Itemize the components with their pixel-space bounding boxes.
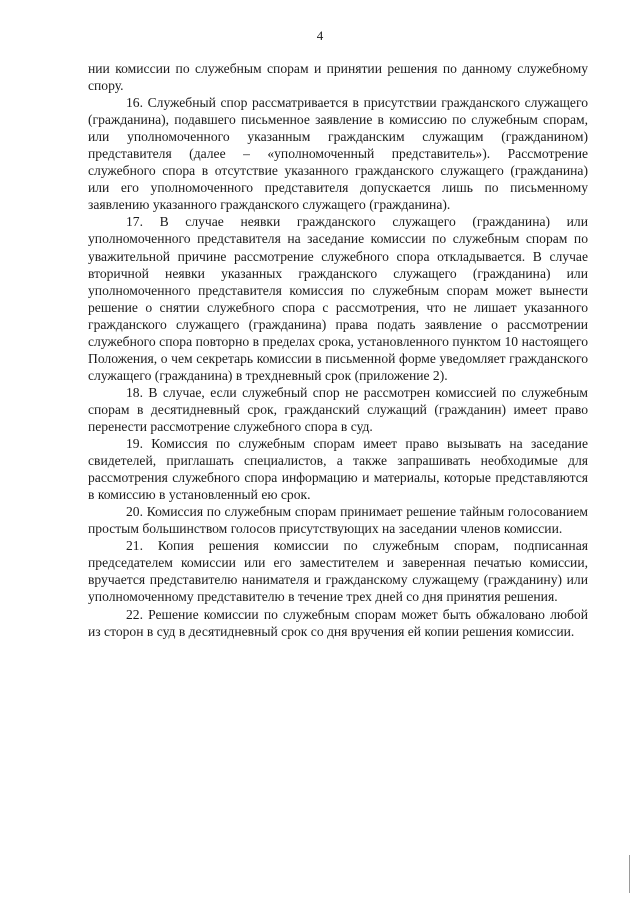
paragraph-22: 22. Решение комиссии по служебным спорам может быть обжаловано любой из сторон в суд в десятидневный срок со дня вручения ей копии решения комиссии. xyxy=(88,606,588,639)
paragraph-20: 20. Комиссия по служебным спорам принимает решение тайным голосованием простым большинством голосов присутствующих на заседании членов комиссии. xyxy=(88,504,588,537)
paragraph-19: 19. Комиссия по служебным спорам имеет право вызывать на заседание свидетелей, приглашать специалистов, а также запрашивать необходимые для рассмотрения служебного спора информацию и материалы, которые представляются в комиссию в установленный ею срок. xyxy=(88,436,588,503)
paragraph-continuation: нии комиссии по служебным спорам и принятии решения по данному служебному спору. xyxy=(88,61,588,94)
paragraph-17: 17. В случае неявки гражданского служащего (гражданина) или уполномоченного представителя на заседание комиссии по служебным спорам по уважительной причине рассмотрение служебного спора откладывается. В случае вторичной неявки указанных гражданского служащего (гражданина) или уполномоченного представителя комиссия по служебным спорам может вынести решение о снятии служебного спора с рассмотрения, что не лишает указанного гражданского служащего (гражданина) права подать заявление о рассмотрении служебного спора повторно в пределах срока, установленного пунктом 10 настоящего Положения, о чем секретарь комиссии в письменной форме уведомляет гражданского служащего (гражданина) в трехдневный срок (приложение 2). xyxy=(88,214,588,383)
paragraph-18: 18. В случае, если служебный спор не рассмотрен комиссией по служебным спорам в десятидневный срок, гражданский служащий (гражданин) имеет право перенести рассмотрение служебного спора в суд. xyxy=(88,384,588,434)
paragraph-16: 16. Служебный спор рассматривается в присутствии гражданского служащего (гражданина), подавшего письменное заявление в комиссию по служебным спорам, или уполномоченного указанным гражданским служащим (гражданином) представителя (далее – «уполномоченный представитель»). Рассмотрение служебного спора в отсутствие указанного гражданского служащего (гражданина) или его уполномоченного представителя допускается лишь по письменному заявлению указанного гражданского служащего (гражданина). xyxy=(88,95,588,213)
paragraph-21: 21. Копия решения комиссии по служебным спорам, подписанная председателем комиссии или его заместителем и заверенная печатью комиссии, вручается представителю нанимателя и гражданскому служащему (гражданину) или уполномоченному представителю в течение трех дней со дня принятия решения. xyxy=(88,538,588,605)
scan-margin-mark xyxy=(629,855,630,893)
page-number: 4 xyxy=(316,28,324,43)
document-body xyxy=(88,60,588,640)
